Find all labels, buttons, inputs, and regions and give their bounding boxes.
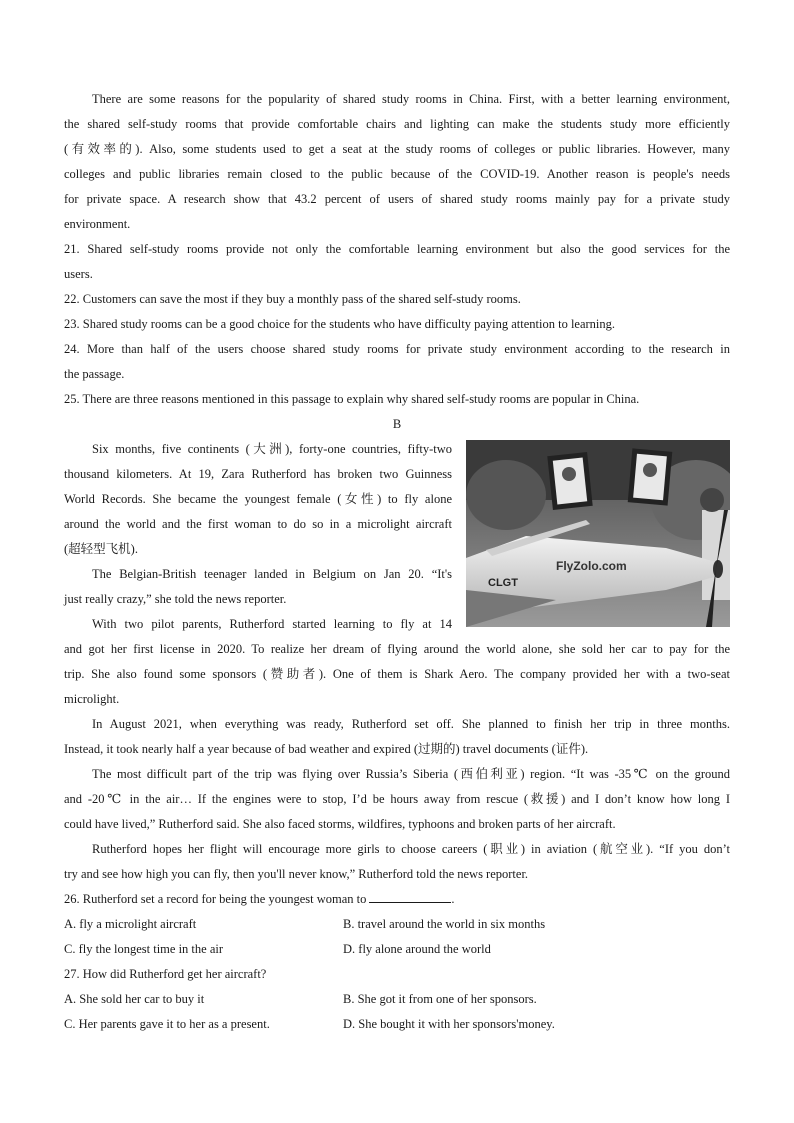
question-27-option-b: B. She got it from one of her sponsors.: [343, 992, 537, 1006]
aircraft-sign: CLGT: [488, 577, 518, 589]
passage-b-heading: B: [392, 417, 402, 431]
question-27-option-c: C. Her parents gave it to her as a present.: [64, 1017, 270, 1031]
news-photo: [466, 440, 730, 627]
question-26-option-a: A. fly a microlight aircraft: [64, 917, 197, 931]
passage-a-line: (有效率的). Also, some students used to get a seat at the study rooms of colleges or public libraries. However, many: [64, 142, 730, 156]
question-27-stem: 27. How did Rutherford get her aircraft?: [64, 967, 267, 981]
statement-22: 22. Customers can save the most if they buy a monthly pass of the shared self-study rooms.: [64, 292, 521, 306]
question-26-option-b: B. travel around the world in six months: [343, 917, 546, 931]
passage-b-line: In August 2021, when everything was ready, Rutherford set off. She planned to finish her trip in three months.: [92, 717, 730, 731]
passage-b-line: try and see how high you can fly, then you'll never know,” Rutherford told the news reporter.: [64, 867, 529, 881]
passage-a-line: for private space. A research show that 43.2 percent of users of shared study rooms mainly pay for a private study: [64, 192, 730, 206]
passage-b-line: Instead, it took nearly half a year because of bad weather and expired (过期的) travel documents (证件).: [64, 742, 589, 756]
photo-illustration: [466, 440, 730, 627]
statement-21: 21. Shared self-study rooms provide not only the comfortable learning environment but also the good services for the: [64, 242, 730, 256]
passage-b-line: Rutherford hopes her flight will encourage more girls to choose careers (职业) in aviation (航空业). “If you don’t: [92, 842, 730, 856]
question-26-option-d: D. fly alone around the world: [343, 942, 491, 956]
statement-23: 23. Shared study rooms can be a good choice for the students who have difficulty paying attention to learning.: [64, 317, 616, 331]
passage-b-line: World Records. She became the youngest female (女性) to fly alone: [64, 492, 452, 506]
passage-b-line: around the world and the first woman to do so in a microlight aircraft: [64, 517, 452, 531]
passage-a-line: colleges and public libraries remain closed to the public because of the COVID-19. Another reason is people's needs: [64, 167, 730, 181]
statement-24-cont: the passage.: [64, 367, 125, 381]
question-27-option-d: D. She bought it with her sponsors'money.: [343, 1017, 555, 1031]
passage-b-line: The most difficult part of the trip was flying over Russia’s Siberia (西伯利亚) region. “It was -35℃ on the ground: [92, 767, 730, 781]
statement-21-cont: users.: [64, 267, 93, 281]
passage-b-line: trip. She also found some sponsors (赞助者). One of them is Shark Aero. The company provided her with a two-seat: [64, 667, 730, 681]
passage-b-line: (超轻型飞机).: [64, 542, 138, 556]
question-26-text: 26. Rutherford set a record for being the youngest woman to: [64, 892, 367, 906]
passage-b-line: thousand kilometers. At 19, Zara Rutherford has broken two Guinness: [64, 467, 452, 481]
question-26-option-c: C. fly the longest time in the air: [64, 942, 223, 956]
passage-b-line: and got her first license in 2020. To realize her dream of flying around the world alone, she sold her car to pay for the: [64, 642, 730, 656]
passage-b-line: Six months, five continents (大洲), forty-one countries, fifty-two: [92, 442, 452, 456]
answer-blank: [369, 891, 451, 903]
passage-a-line: the shared self-study rooms that provide comfortable chairs and lighting can make the students study more efficiently: [64, 117, 730, 131]
passage-b-line: With two pilot parents, Rutherford started learning to fly at 14: [92, 617, 452, 631]
passage-b-line: just really crazy,” she told the news reporter.: [64, 592, 287, 606]
question-26-stem: [64, 891, 730, 907]
statement-24: 24. More than half of the users choose shared study rooms for private study environment according to the research in: [64, 342, 730, 356]
passage-a-line: environment.: [64, 217, 131, 231]
passage-b-line: and -20℃ in the air… If the engines were to stop, I’d be hours away from rescue (救援) and I don’t know how long I: [64, 792, 730, 806]
aircraft-caption: FlyZolo.com: [556, 559, 627, 573]
question-27-option-a: A. She sold her car to buy it: [64, 992, 205, 1006]
passage-b-line: The Belgian-British teenager landed in Belgium on Jan 20. “It's: [92, 567, 452, 581]
question-26-end: .: [451, 892, 455, 906]
passage-a-line: There are some reasons for the popularity of shared study rooms in China. First, with a better learning environment,: [92, 92, 730, 106]
statement-25: 25. There are three reasons mentioned in this passage to explain why shared self-study rooms are popular in China.: [64, 392, 640, 406]
passage-b-line: microlight.: [64, 692, 120, 706]
passage-b-line: could have lived,” Rutherford said. She also faced storms, wildfires, typhoons and broken parts of her aircraft.: [64, 817, 616, 831]
